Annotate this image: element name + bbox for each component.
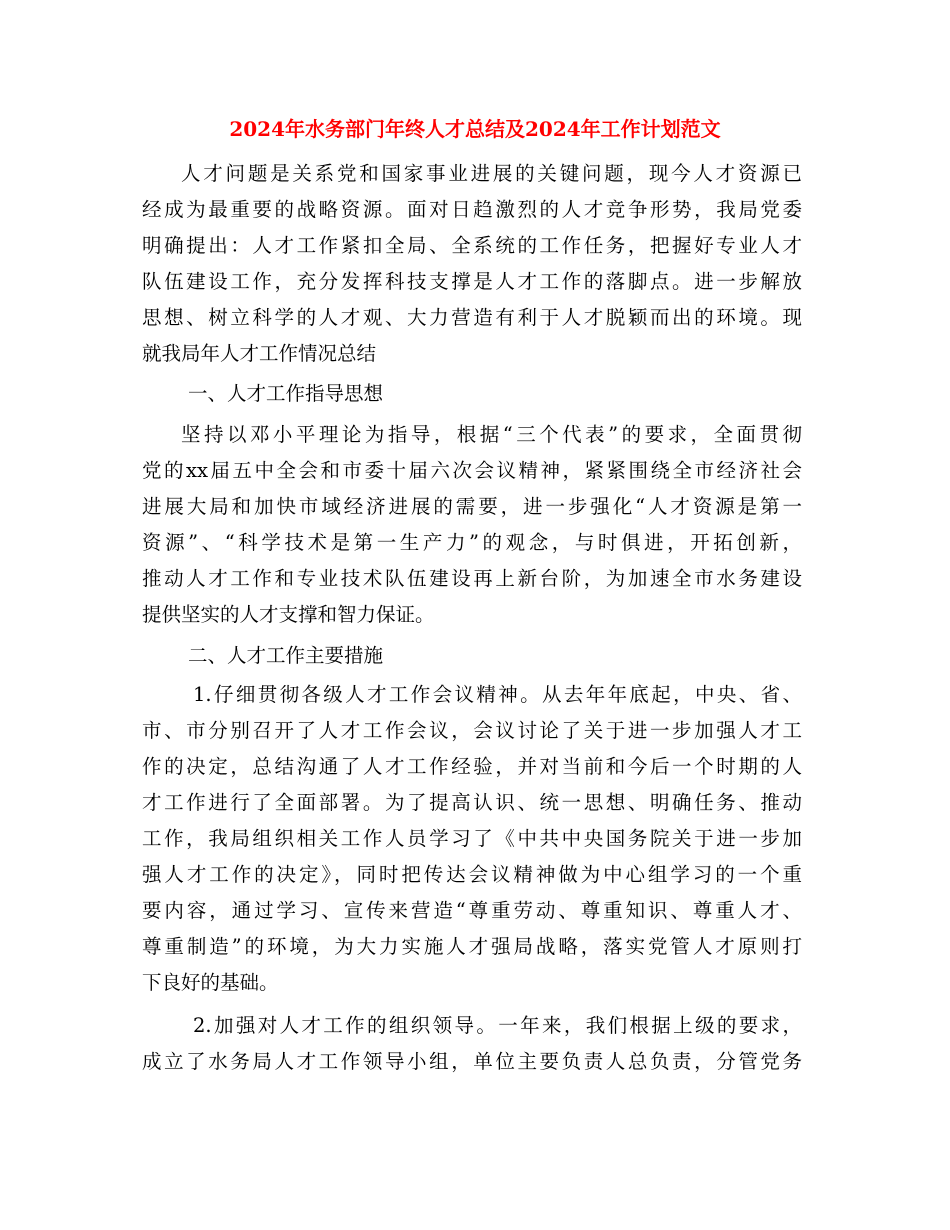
paragraph-line: 坚持以邓小平理论为指导，根据“三个代表”的要求，全面贯彻: [181, 423, 802, 446]
paragraph-line: 思想、树立科学的人才观、大力营造有利于人才脱颖而出的环境。现: [142, 306, 802, 329]
paragraph-line: 进展大局和加快市域经济进展的需要，进一步强化“人才资源是第一: [142, 495, 802, 518]
paragraph-line: 作的决定，总结沟通了人才工作经验，并对当前和今后一个时期的人: [142, 755, 802, 778]
paragraph-line: 工作，我局组织相关工作人员学习了《中共中央国务院关于进一步加: [142, 827, 802, 850]
paragraph-line: 要内容，通过学习、宣传来营造“尊重劳动、尊重知识、尊重人才、: [142, 899, 802, 922]
paragraph-line: 提供坚实的人才支撑和智力保证。: [142, 603, 435, 626]
paragraph-line: 才工作进行了全面部署。为了提高认识、统一思想、明确任务、推动: [142, 791, 802, 814]
paragraph-line: 经成为最重要的战略资源。面对日趋激烈的人才竞争形势，我局党委: [142, 198, 802, 221]
paragraph-line: 强人才工作的决定》，同时把传达会议精神做为中心组学习的一个重: [142, 863, 802, 886]
paragraph-line: 就我局年人才工作情况总结: [142, 342, 377, 365]
paragraph-line: 成立了水务局人才工作领导小组，单位主要负责人总负责，分管党务: [142, 1050, 802, 1073]
paragraph-line: 推动人才工作和专业技术队伍建设再上新台阶，为加速全市水务建设: [142, 567, 802, 590]
paragraph-line: 市、市分别召开了人才工作会议，会议讨论了关于进一步加强人才工: [142, 719, 802, 742]
paragraph-line: 下良好的基础。: [142, 971, 279, 994]
paragraph-line: 人才问题是关系党和国家事业进展的关键问题，现今人才资源已: [181, 162, 802, 185]
paragraph-line: 尊重制造”的环境，为大力实施人才强局战略，落实党管人才原则打: [142, 935, 802, 958]
paragraph-line: 资源”、“科学技术是第一生产力”的观念，与时俱进，开拓创新，: [142, 531, 802, 554]
section-heading: 二、人才工作主要措施: [188, 644, 384, 667]
paragraph-line: 党的xx届五中全会和市委十届六次会议精神，紧紧围绕全市经济社会: [142, 459, 802, 482]
paragraph-line: 明确提出：人才工作紧扣全局、全系统的工作任务，把握好专业人才: [142, 234, 802, 257]
paragraph-line: 1.仔细贯彻各级人才工作会议精神。从去年年底起，中央、省、: [193, 683, 802, 706]
section-heading: 一、人才工作指导思想: [188, 382, 384, 405]
document-title: 2024年水务部门年终人才总结及2024年工作计划范文: [229, 117, 721, 141]
paragraph-line: 2.加强对人才工作的组织领导。一年来，我们根据上级的要求，: [193, 1014, 802, 1037]
paragraph-line: 队伍建设工作，充分发挥科技支撑是人才工作的落脚点。进一步解放: [142, 270, 802, 293]
